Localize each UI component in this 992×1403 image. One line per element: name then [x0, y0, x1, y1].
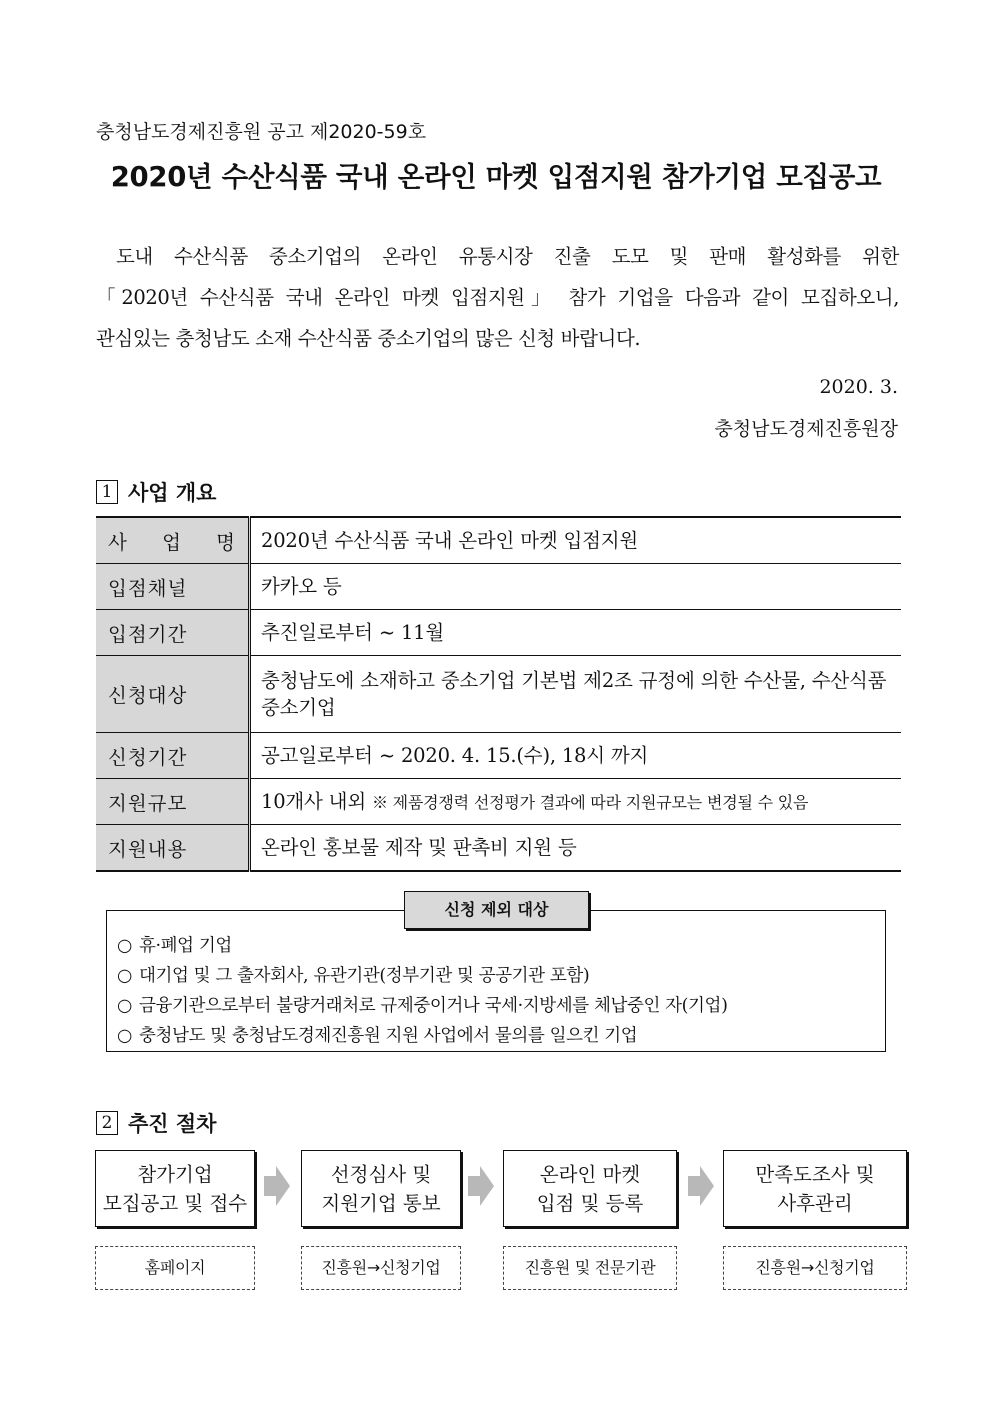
arrow-right-icon — [264, 1166, 290, 1206]
table-row — [96, 825, 901, 872]
row-label: 지원내용 — [96, 825, 250, 872]
step-actor: 진흥원→신청기업 — [723, 1246, 907, 1290]
step-line: 사후관리 — [777, 1191, 853, 1215]
table-row — [96, 564, 901, 610]
row-label: 신청기간 — [96, 733, 250, 779]
overview-table — [96, 516, 901, 872]
step-line: 참가기업 — [137, 1162, 213, 1186]
row-value: 충청남도에 소재하고 중소기업 기본법 제2조 규정에 의한 수산물, 수산식품 중소기업 — [250, 656, 902, 733]
bullet-circle-icon: ○ — [117, 966, 132, 986]
step-line: 입점 및 등록 — [536, 1191, 644, 1215]
table-row — [96, 517, 901, 564]
list-item-text: 휴·폐업 기업 — [139, 936, 232, 956]
support-scale-value: 10개사 내외 — [261, 789, 366, 813]
list-item — [117, 991, 728, 1021]
section-number: 2 — [96, 1111, 118, 1135]
table-row — [96, 656, 901, 733]
step-line: 모집공고 및 접수 — [102, 1191, 248, 1215]
row-value: 온라인 홍보물 제작 및 판촉비 지원 등 — [250, 825, 902, 872]
intro-paragraph — [96, 236, 899, 359]
section-heading-overview — [96, 477, 216, 507]
page-title: 2020년 수산식품 국내 온라인 마켓 입점지원 참가기업 모집공고 — [110, 161, 882, 193]
arrow-right-icon — [468, 1166, 494, 1206]
row-label: 지원규모 — [96, 779, 250, 825]
row-label: 사 업 명 — [96, 517, 250, 564]
intro-line: 「2020년 수산식품 국내 온라인 마켓 입점지원」 참가 기업을 다음과 같이 모집하오니, — [96, 286, 899, 309]
section-title: 사업 개요 — [128, 480, 217, 505]
bullet-circle-icon: ○ — [117, 936, 132, 956]
step-line: 만족도조사 및 — [755, 1162, 875, 1186]
section-heading-procedure — [96, 1108, 216, 1138]
intro-line: 관심있는 충청남도 소재 수산식품 중소기업의 많은 신청 바랍니다. — [96, 327, 641, 350]
exclusion-list — [117, 931, 728, 1051]
list-item — [117, 931, 728, 961]
process-step — [723, 1150, 907, 1227]
bullet-circle-icon: ○ — [117, 996, 132, 1016]
step-actor: 홈페이지 — [95, 1246, 255, 1290]
bullet-circle-icon: ○ — [117, 1026, 132, 1046]
exclusion-title: 신청 제외 대상 — [404, 891, 589, 929]
row-value: 추진일로부터 ~ 11월 — [250, 610, 902, 656]
list-item — [117, 1021, 728, 1051]
table-row — [96, 733, 901, 779]
table-row — [96, 779, 901, 825]
table-row — [96, 610, 901, 656]
step-actor: 진흥원 및 전문기관 — [503, 1246, 677, 1290]
row-label: 입점채널 — [96, 564, 250, 610]
process-step — [95, 1150, 255, 1227]
row-value: 카카오 등 — [250, 564, 902, 610]
row-label: 신청대상 — [96, 656, 250, 733]
issuer-name: 충청남도경제진흥원장 — [714, 418, 898, 440]
arrow-right-icon — [688, 1166, 714, 1206]
announcement-date: 2020. 3. — [819, 376, 898, 398]
intro-line: 도내 수산식품 중소기업의 온라인 유통시장 진출 도모 및 판매 활성화를 위한 — [116, 245, 899, 268]
row-label: 입점기간 — [96, 610, 250, 656]
step-line: 지원기업 통보 — [321, 1191, 441, 1215]
announcement-number: 충청남도경제진흥원 공고 제2020-59호 — [96, 121, 427, 143]
row-value: 공고일로부터 ~ 2020. 4. 15.(수), 18시 까지 — [250, 733, 902, 779]
list-item-text: 대기업 및 그 출자회사, 유관기관(정부기관 및 공공기관 포함) — [139, 966, 590, 986]
support-scale-note: ※ 제품경쟁력 선정평가 결과에 따라 지원규모는 변경될 수 있음 — [371, 792, 809, 812]
section-title: 추진 절차 — [128, 1111, 217, 1136]
step-line: 선정심사 및 — [330, 1162, 432, 1186]
step-line: 온라인 마켓 — [539, 1162, 641, 1186]
exclusion-box — [106, 910, 886, 1052]
list-item — [117, 961, 728, 991]
process-step — [503, 1150, 677, 1227]
list-item-text: 금융기관으로부터 불량거래처로 규제중이거나 국세·지방세를 체납중인 자(기업) — [139, 996, 728, 1016]
list-item-text: 충청남도 및 충청남도경제진흥원 지원 사업에서 물의를 일으킨 기업 — [139, 1026, 638, 1046]
process-step — [301, 1150, 461, 1227]
step-actor: 진흥원→신청기업 — [301, 1246, 461, 1290]
section-number: 1 — [96, 480, 118, 504]
row-value — [250, 779, 902, 825]
row-value: 2020년 수산식품 국내 온라인 마켓 입점지원 — [261, 529, 639, 552]
